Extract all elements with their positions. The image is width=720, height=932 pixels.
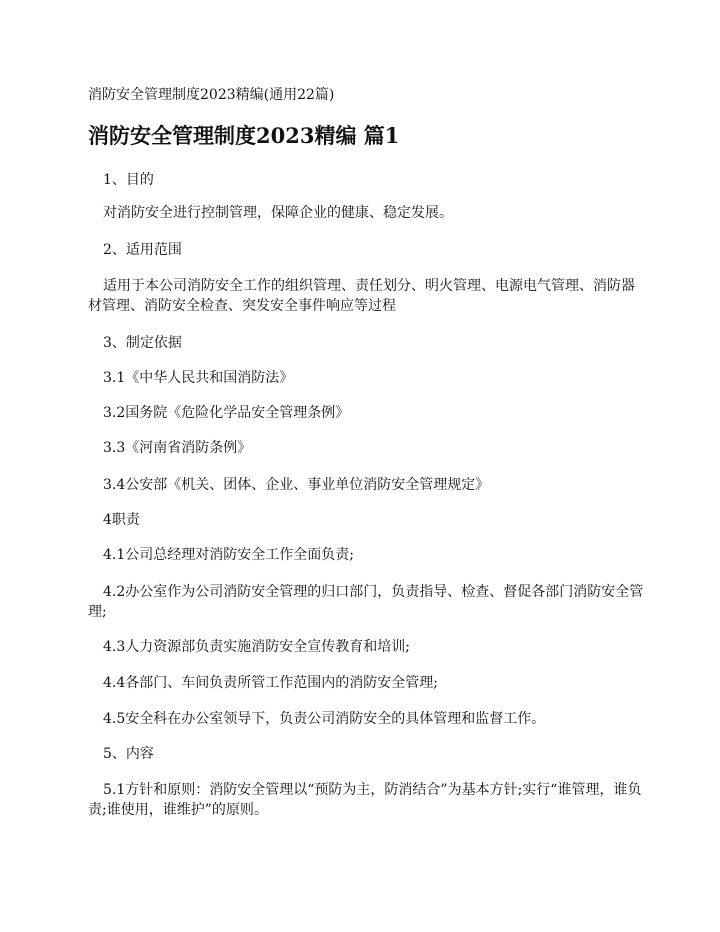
paragraph: 4.5安全科在办公室领导下，负责公司消防安全的具体管理和监督工作。 [103, 711, 546, 727]
paragraph: 4.3人力资源部负责实施消防安全宣传教育和培训; [103, 639, 410, 655]
paragraph: 4.1公司总经理对消防安全工作全面负责; [103, 547, 354, 563]
paragraph: 4.2办公室作为公司消防安全管理的归口部门，负责指导、检查、督促各部门消防安全管理; [88, 584, 644, 620]
paragraph-heading-scope: 2、适用范围 [103, 242, 182, 258]
section-title: 消防安全管理制度2023精编 篇1 [88, 123, 400, 148]
paragraph: 5.1方针和原则：消防安全管理以“预防为主，防消结合”为基本方针;实行“谁管理，谁负责;谁使用，谁维护”的原则。 [88, 782, 642, 818]
document-header: 消防安全管理制度2023精编(通用22篇) [88, 87, 335, 103]
paragraph: 对消防安全进行控制管理，保障企业的健康、稳定发展。 [103, 205, 453, 221]
paragraph: 适用于本公司消防安全工作的组织管理、责任划分、明火管理、电源电气管理、消防器材管理、消防安全检查、突发安全事件响应等过程 [88, 278, 635, 314]
paragraph-heading-duties: 4职责 [103, 512, 140, 528]
paragraph: 3.4公安部《机关、团体、企业、事业单位消防安全管理规定》 [103, 477, 490, 493]
paragraph-heading-content: 5、内容 [103, 746, 154, 762]
paragraph-heading-basis: 3、制定依据 [103, 335, 182, 351]
paragraph-heading-purpose: 1、目的 [103, 172, 154, 188]
paragraph: 4.4各部门、车间负责所管工作范围内的消防安全管理; [103, 675, 438, 691]
paragraph: 3.3《河南省消防条例》 [103, 440, 252, 456]
paragraph: 3.1《中华人民共和国消防法》 [103, 370, 294, 386]
paragraph: 3.2国务院《危险化学品安全管理条例》 [103, 405, 350, 421]
